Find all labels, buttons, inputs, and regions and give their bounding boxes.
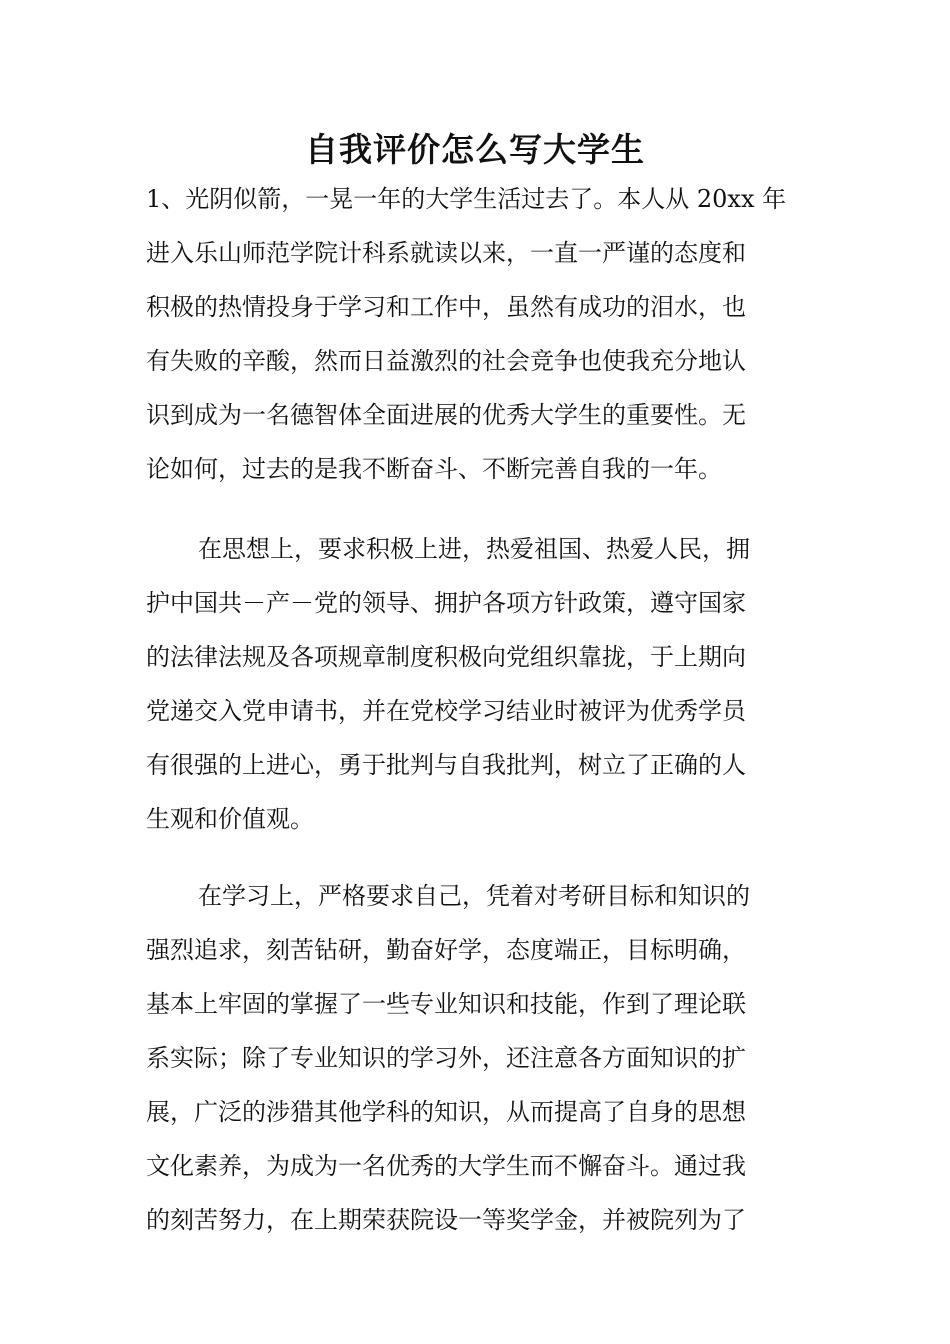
paragraph-line: 积极的热情投身于学习和工作中，虽然有成功的泪水，也: [146, 293, 746, 321]
paragraph-line: 1、光阴似箭，一晃一年的大学生活过去了。本人从 20xx 年: [146, 185, 787, 213]
document-title: 自我评价怎么写大学生: [305, 130, 645, 169]
paragraph-line: 识到成为一名德智体全面进展的优秀大学生的重要性。无: [146, 401, 746, 429]
paragraph-line: 进入乐山师范学院计科系就读以来，一直一严谨的态度和: [146, 239, 746, 267]
paragraph-line: 有失败的辛酸，然而日益激烈的社会竞争也使我充分地认: [146, 347, 746, 375]
paragraph-line: 护中国共－产－党的领导、拥护各项方针政策，遵守国家: [146, 589, 746, 617]
paragraph-line: 有很强的上进心，勇于批判与自我批判，树立了正确的人: [146, 751, 746, 779]
paragraph-line: 的法律法规及各项规章制度积极向党组织靠拢，于上期向: [146, 643, 746, 671]
paragraph-line: 文化素养，为成为一名优秀的大学生而不懈奋斗。通过我: [146, 1152, 746, 1180]
paragraph-line: 的刻苦努力，在上期荣获院设一等奖学金，并被院列为了: [146, 1206, 746, 1234]
paragraph-line: 基本上牢固的掌握了一些专业知识和技能，作到了理论联: [146, 990, 746, 1018]
paragraph-line: 党递交入党申请书，并在党校学习结业时被评为优秀学员: [146, 697, 746, 725]
paragraph-line: 生观和价值观。: [146, 805, 314, 833]
paragraph-line: 在思想上，要求积极上进，热爱祖国、热爱人民，拥: [198, 535, 750, 563]
paragraph-line: 在学习上，严格要求自己，凭着对考研目标和知识的: [198, 882, 750, 910]
paragraph-line: 论如何，过去的是我不断奋斗、不断完善自我的一年。: [146, 455, 722, 483]
paragraph-line: 强烈追求，刻苦钻研，勤奋好学，态度端正，目标明确，: [146, 936, 746, 964]
paragraph-line: 系实际；除了专业知识的学习外，还注意各方面知识的扩: [146, 1044, 746, 1072]
paragraph-line: 展，广泛的涉猎其他学科的知识，从而提高了自身的思想: [146, 1098, 746, 1126]
